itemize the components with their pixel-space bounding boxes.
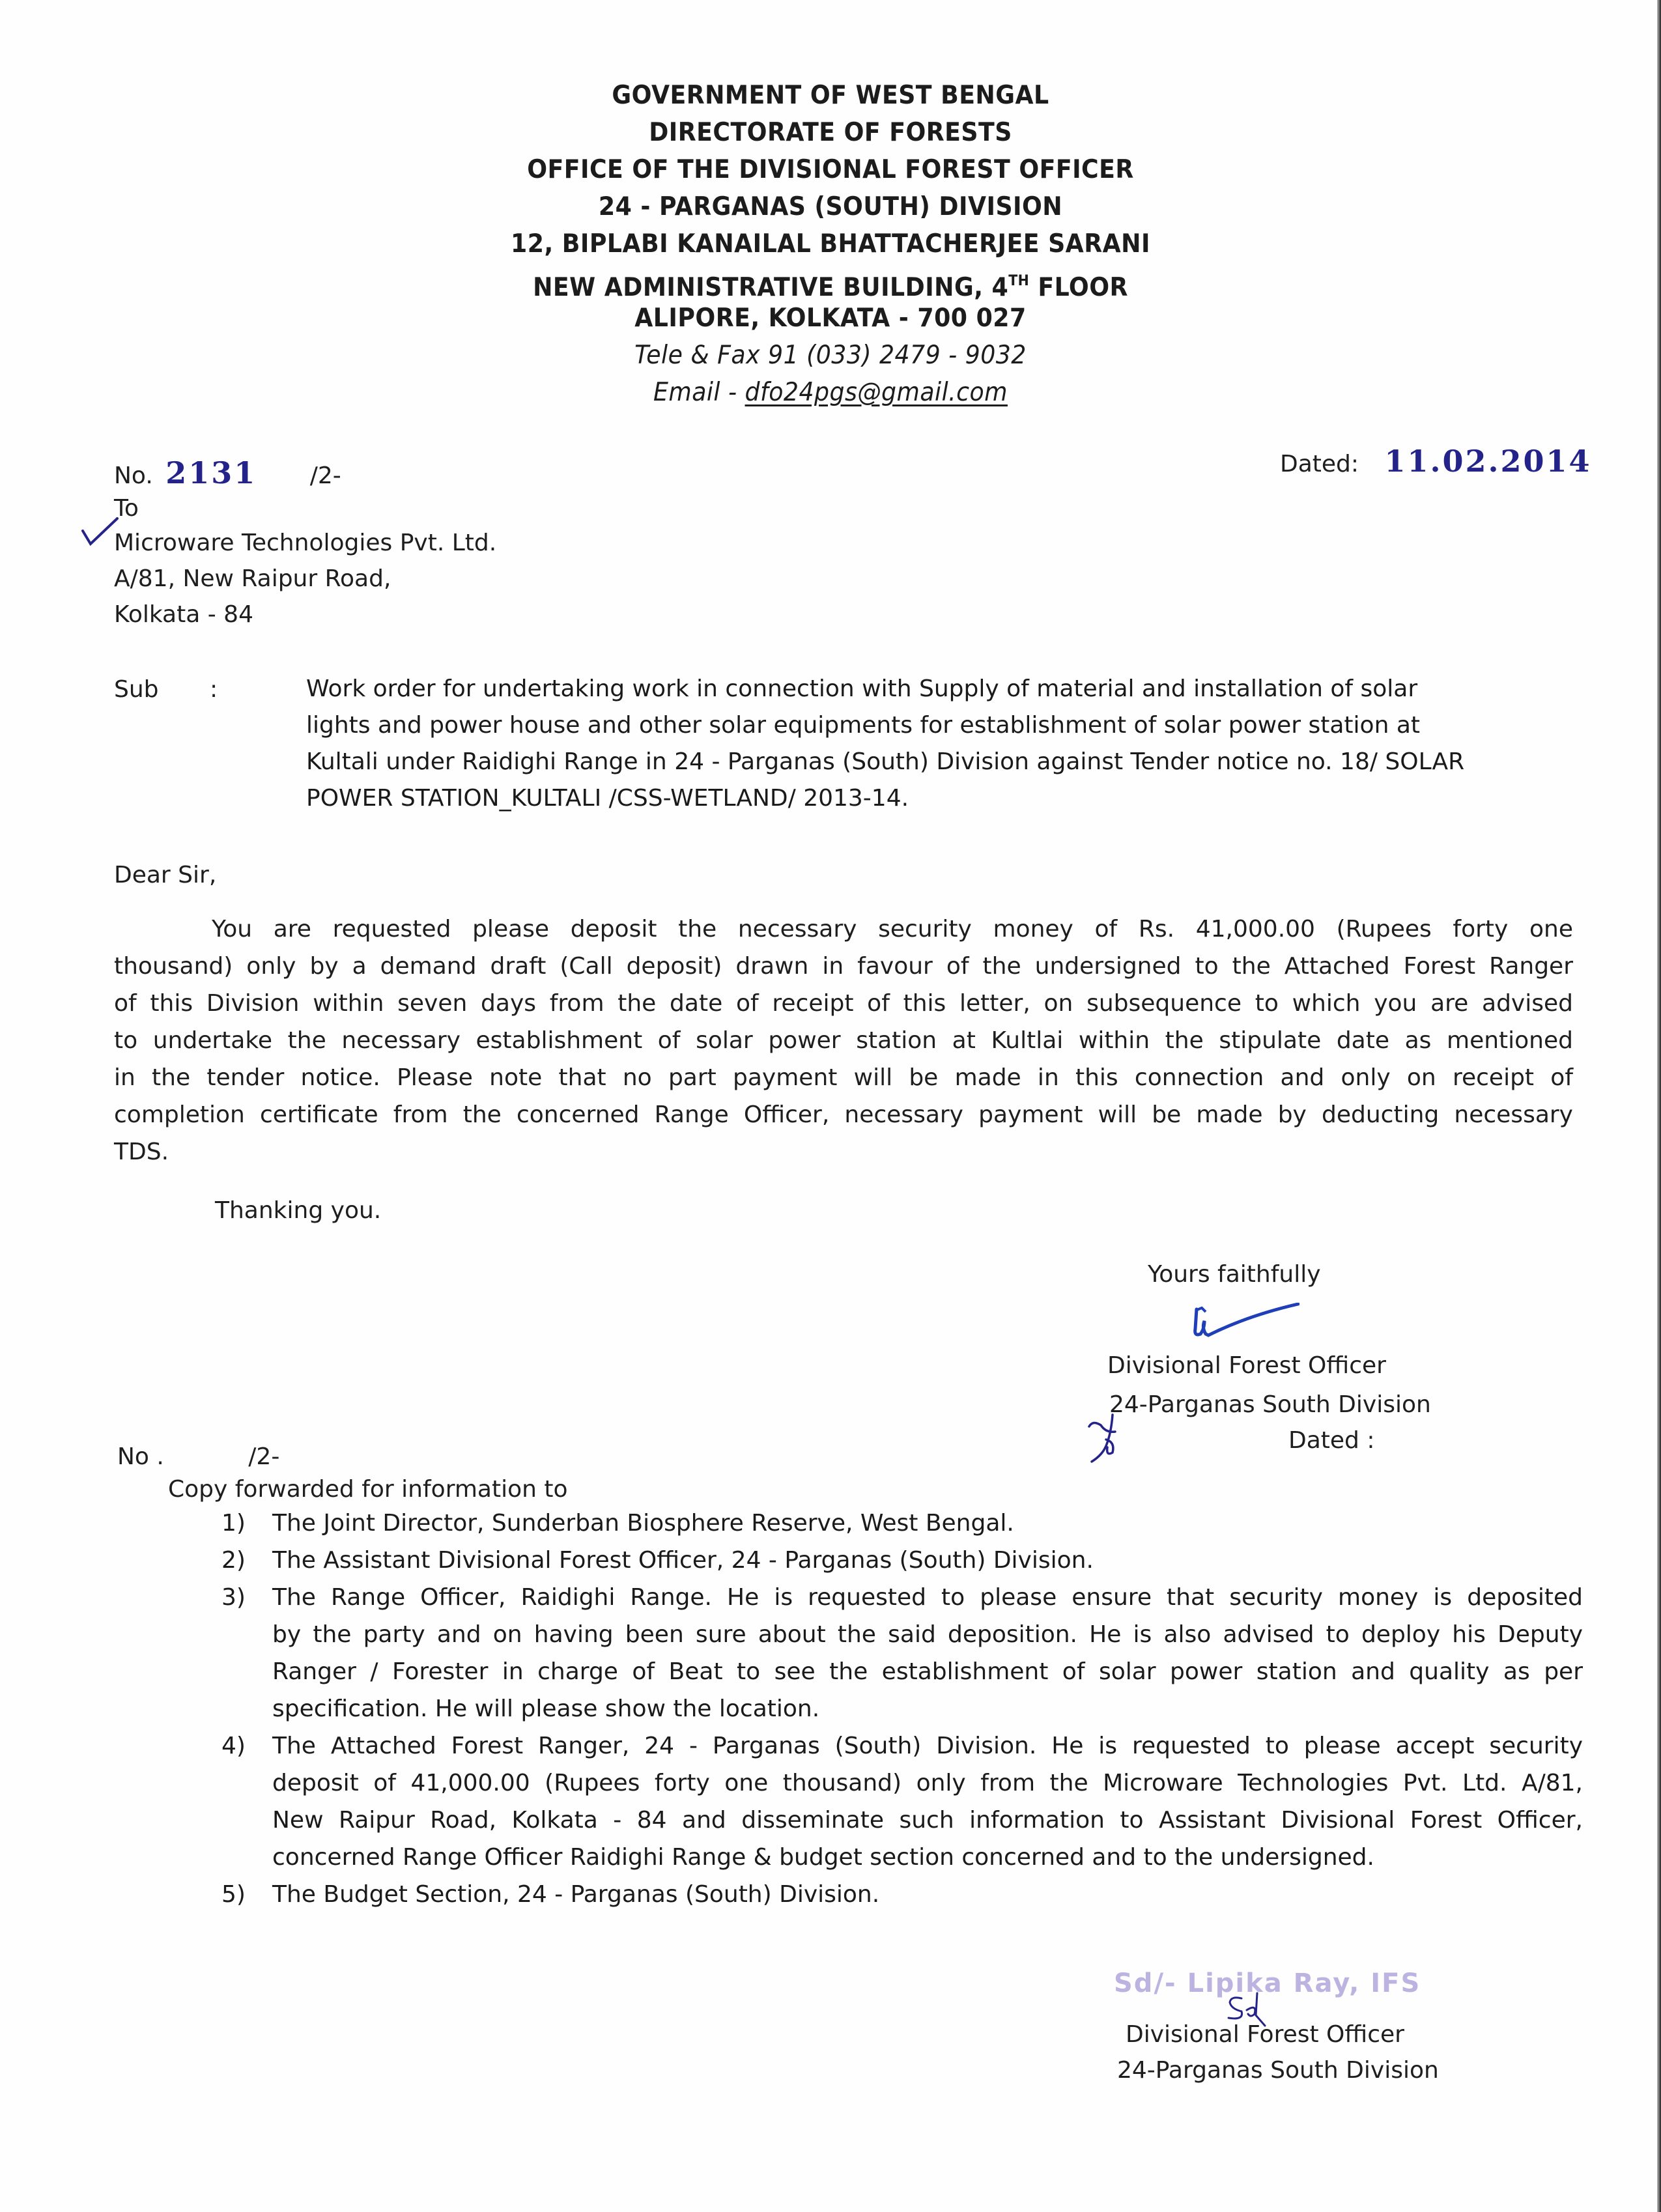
signatory-dated: Dated : [1288,1427,1375,1454]
copy-heading: Copy forwarded for information to [168,1476,568,1503]
letterhead-city: ALIPORE, KOLKATA - 700 027 [634,304,1027,333]
final-division: 24-Parganas South Division [1117,2057,1439,2084]
handwritten-reference-number: 2131 [165,455,257,490]
body-line: in the tender notice. Please note that no part payment will be made in this connection and only on receipt of [114,1064,1573,1091]
subject-line: lights and power house and other solar equipments for establishment of solar power station at [306,712,1420,739]
recipient-address-line2: Kolkata - 84 [114,601,253,628]
signatory-designation: Divisional Forest Officer [1107,1352,1386,1379]
body-line: completion certificate from the concerned Range Officer, necessary payment will be made by deducting necessary [114,1101,1573,1128]
letterhead-email: Email - dfo24pgs@gmail.com [653,378,1008,407]
copy-reference-number: No . /2- [117,1443,280,1470]
signature-stamp: Sd/- Lipika Ray, IFS [1114,1968,1421,1998]
salutation: Dear Sir, [114,862,217,888]
subject-colon: : [210,676,218,703]
letterhead-tele-fax: Tele & Fax 91 (033) 2479 - 9032 [634,341,1027,370]
subject-label: Sub [114,676,159,703]
reference-number: No. 2131 /2- [114,455,341,490]
signatory-division: 24-Parganas South Division [1109,1391,1431,1418]
letterhead-division: 24 - PARGANAS (SOUTH) DIVISION [598,192,1063,221]
yours-faithfully: Yours faithfully [1148,1261,1321,1288]
copy-recipient-item: 5) The Budget Section, 24 - Parganas (South) Division. [221,1881,880,1908]
copy-recipient-item: 2) The Assistant Divisional Forest Officer, 24 - Parganas (South) Division. [221,1547,1094,1574]
to-label: To [114,495,139,522]
email-link[interactable]: dfo24pgs@gmail.com [745,378,1008,407]
subject-line: Work order for undertaking work in connection with Supply of material and installation of solar [306,675,1418,702]
letterhead-building: NEW ADMINISTRATIVE BUILDING, 4TH FLOOR [533,273,1128,302]
subject-line: Kultali under Raidighi Range in 24 - Parganas (South) Division against Tender notice no. 18/ SOLAR [306,748,1465,775]
body-line: to undertake the necessary establishment of solar power station at Kultlai within the stipulate date as mentioned [114,1027,1573,1054]
letterhead [0,77,1661,411]
thanking-you: Thanking you. [215,1197,382,1224]
letterhead-office: OFFICE OF THE DIVISIONAL FOREST OFFICER [527,155,1134,184]
recipient-address-line1: A/81, New Raipur Road, [114,565,391,592]
copy-recipient-list [221,1505,1583,1913]
initials-icon [1086,1413,1126,1466]
letterhead-directorate: DIRECTORATE OF FORESTS [649,118,1012,147]
subject-line: POWER STATION_KULTALI /CSS-WETLAND/ 2013-14. [306,785,909,812]
final-designation: Divisional Forest Officer [1126,2021,1404,2048]
subject-text [306,671,1557,817]
body-paragraph [114,911,1573,1170]
body-line: TDS. [114,1139,169,1165]
body-line: You are requested please deposit the necessary security money of Rs. 41,000.00 (Rupees forty one [212,916,1573,943]
copy-recipient-item: 4) The Attached Forest Ranger, 24 - Parganas (South) Division. He is requested to please accept security deposit of 41,000.00 (Rupees forty one thousand) only from the Microware Technologies Pvt. Ltd. A/81, New Raipur Road, Kolkata - 84 and disseminate such information to Assistant Divisional Forest Officer, concerned Range Officer Raidighi Range & budget section concerned and to the undersigned. [221,1733,1583,1871]
handwritten-date: 11.02.2014 [1384,444,1592,479]
letterhead-government: GOVERNMENT OF WEST BENGAL [612,81,1049,110]
copy-recipient-item: 3) The Range Officer, Raidighi Range. He is requested to please ensure that security money is deposited by the party and on having been sure about the said deposition. He is also advised to deploy his Deputy Ranger / Forester in charge of Beat to see the establishment of solar power station and quality as per specification. He will please show the location. [221,1584,1583,1722]
body-line: of this Division within seven days from the date of receipt of this letter, on subsequence to which you are advised [114,990,1573,1017]
copy-recipient-item: 1) The Joint Director, Sunderban Biosphere Reserve, West Bengal. [221,1510,1014,1537]
recipient-name: Microware Technologies Pvt. Ltd. [114,530,497,556]
body-line: thousand) only by a demand draft (Call deposit) drawn in favour of the undersigned to the Attached Forest Ranger [114,953,1573,980]
letterhead-street: 12, BIPLABI KANAILAL BHATTACHERJEE SARANI [511,229,1150,259]
reference-date: Dated: 11.02.2014 [1280,444,1592,479]
